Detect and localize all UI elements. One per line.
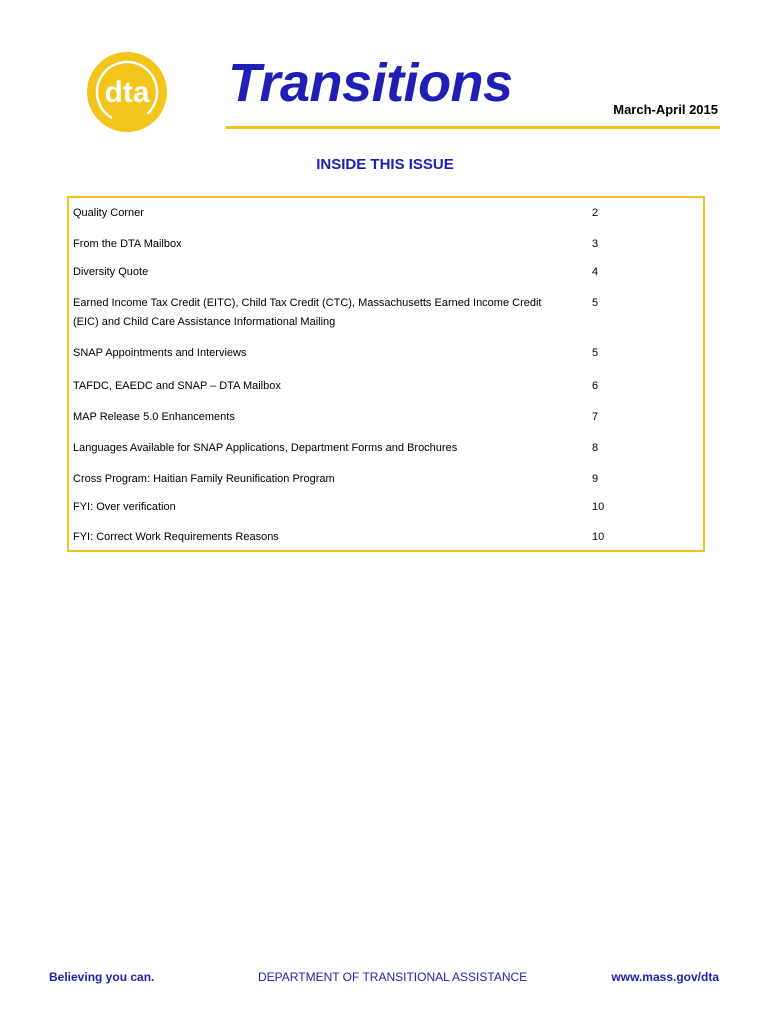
table-of-contents xyxy=(67,196,705,552)
dta-logo-icon xyxy=(86,51,168,133)
toc-item-page: 10 xyxy=(592,501,605,513)
toc-item-page: 9 xyxy=(592,473,599,485)
toc-item-page: 6 xyxy=(592,380,599,392)
toc-item-title: MAP Release 5.0 Enhancements xyxy=(73,411,235,423)
toc-item-title: FYI: Correct Work Requirements Reasons xyxy=(73,531,279,543)
footer-tagline: Believing you can. xyxy=(49,970,155,984)
toc-item-page: 7 xyxy=(592,411,599,423)
toc-item-page: 5 xyxy=(592,297,599,309)
toc-item-title: Earned Income Tax Credit (EITC), Child Tax Credit (CTC), Massachusetts Earned Income Credit (EIC) and Child Care Assistance Informational Mailing xyxy=(73,297,542,328)
newsletter-title: Transitions xyxy=(228,53,513,113)
toc-item-title: Diversity Quote xyxy=(73,266,149,278)
dta-logo xyxy=(86,51,168,133)
toc-item-title: From the DTA Mailbox xyxy=(73,238,182,250)
contents-heading: INSIDE THIS ISSUE xyxy=(316,156,454,173)
toc-item-page: 4 xyxy=(592,266,599,278)
toc-item-title: Quality Corner xyxy=(73,207,144,219)
toc-item-page: 3 xyxy=(592,238,599,250)
footer-website-link[interactable]: www.mass.gov/dta xyxy=(611,970,719,984)
toc-item-page: 8 xyxy=(592,442,599,454)
toc-item-title: FYI: Over verification xyxy=(73,501,176,513)
logo-text: dta xyxy=(104,76,150,109)
issue-date: March-April 2015 xyxy=(613,102,718,117)
toc-item-title: Languages Available for SNAP Applications, Department Forms and Brochures xyxy=(73,442,458,454)
footer-department: DEPARTMENT OF TRANSITIONAL ASSISTANCE xyxy=(258,970,528,984)
toc-item-page: 5 xyxy=(592,347,599,359)
toc-item-title: Cross Program: Haitian Family Reunification Program xyxy=(73,473,335,485)
toc-item-title: TAFDC, EAEDC and SNAP – DTA Mailbox xyxy=(73,380,281,392)
toc-item-page: 2 xyxy=(592,207,599,219)
header-divider xyxy=(226,126,720,129)
toc-item-page: 10 xyxy=(592,531,605,543)
toc-item-title: SNAP Appointments and Interviews xyxy=(73,347,247,359)
